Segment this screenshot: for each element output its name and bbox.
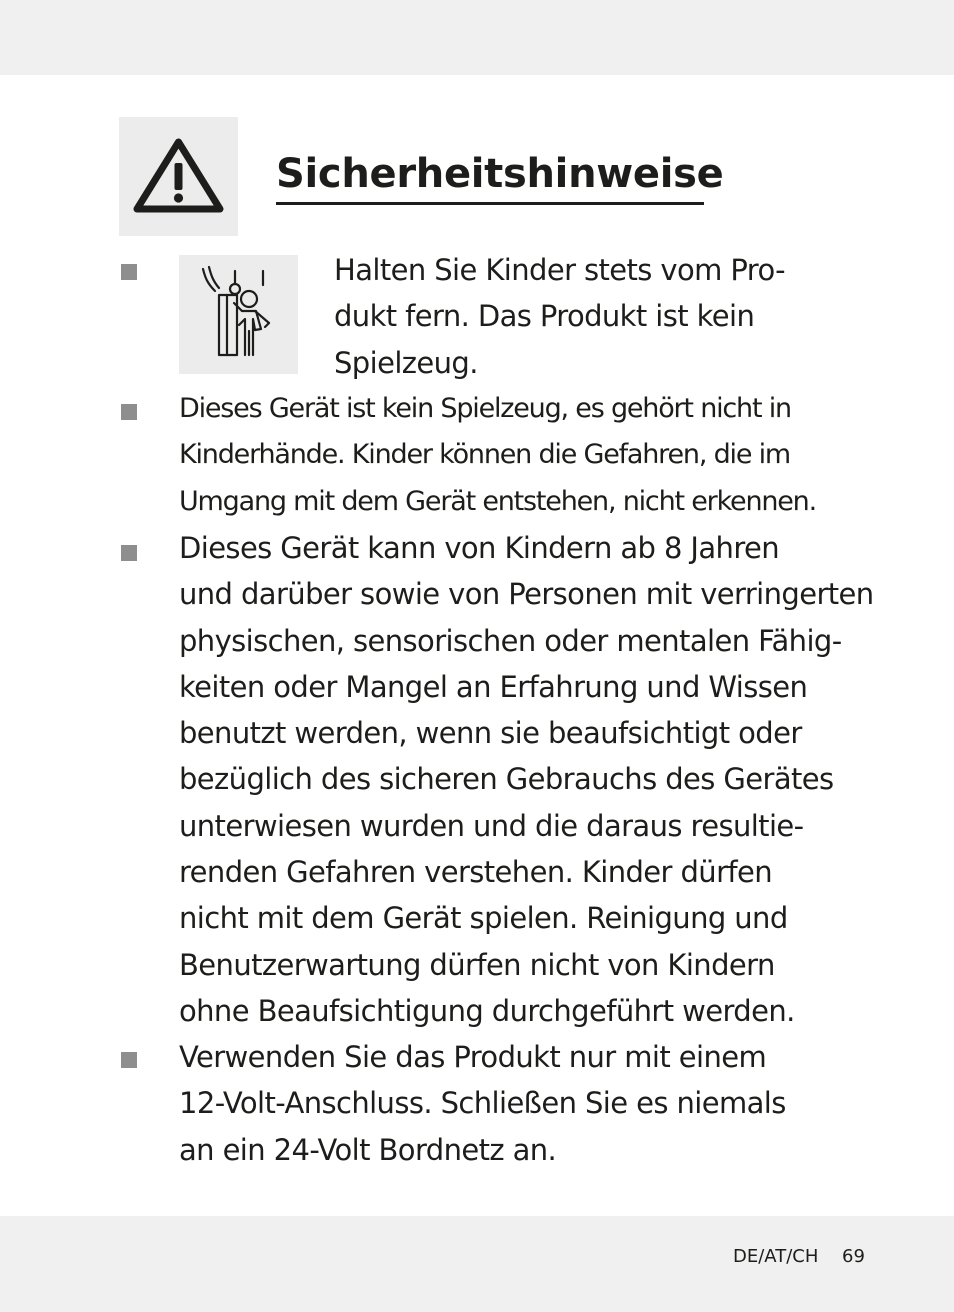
title-underline [276, 202, 704, 205]
warning-triangle-icon [119, 117, 238, 236]
footer-region: DE/AT/CH [733, 1246, 819, 1267]
safety-item-text: Dieses Gerät kann von Kindern ab 8 Jahren und darüber sowie von Personen mit verringerten physischen, sensorischen oder mentalen Fähig- keiten oder Mangel an Erfahrung und Wissen benutzt werden, wenn sie beaufsichtigt oder bezüglich des sicheren Gebrauchs des Gerätes unterwiesen wurden und die daraus resultie- renden Gefahren verstehen. Kinder dürfen nicht mit dem Gerät spielen. Reinigung und Benutzerwartung dürfen nicht von Kindern ohne Beaufsichtigung durchgeführt werden. [179, 531, 874, 1028]
safety-item-text: Halten Sie Kinder stets vom Pro- dukt fern. Das Produkt ist kein Spielzeug. [334, 253, 786, 380]
safety-item-text: Dieses Gerät ist kein Spielzeug, es gehört nicht in Kinderhände. Kinder können die Gefahren, die im Umgang mit dem Gerät entstehen, nicht erkennen. [179, 393, 816, 517]
page-title: Sicherheitshinweise [276, 151, 724, 197]
bullet-marker [121, 1052, 137, 1068]
bullet-marker [121, 545, 137, 561]
top-band [0, 0, 954, 75]
child-icon-box [179, 255, 298, 374]
bullet-marker [121, 404, 137, 420]
page-number: 69 [842, 1246, 865, 1267]
child-safety-icon [179, 255, 298, 374]
warning-icon-box [119, 117, 238, 236]
bullet-marker [121, 264, 137, 280]
safety-item-text: Verwenden Sie das Produkt nur mit einem 12-Volt-Anschluss. Schließen Sie es niemals an ein 24-Volt Bordnetz an. [179, 1040, 786, 1167]
